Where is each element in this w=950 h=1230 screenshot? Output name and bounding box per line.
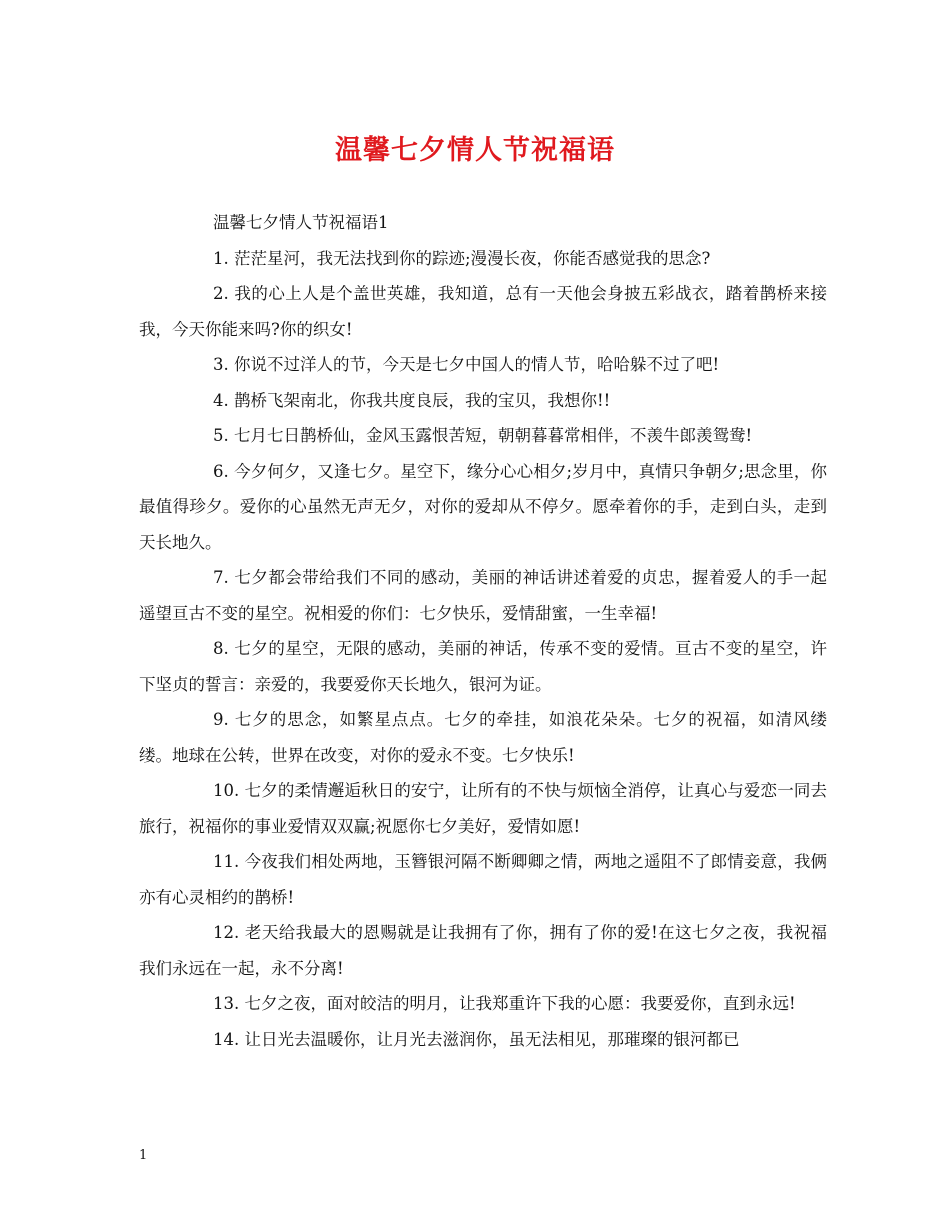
paragraph-12: 12. 老天给我最大的恩赐就是让我拥有了你，拥有了你的爱!在这七夕之夜，我祝福我们永远在一起，永不分离! xyxy=(139,923,827,978)
paragraph-10: 10. 七夕的柔情邂逅秋日的安宁，让所有的不快与烦恼全消停，让真心与爱恋一同去旅行，祝福你的事业爱情双双赢;祝愿你七夕美好，爱情如愿! xyxy=(139,781,827,836)
paragraph-8: 8. 七夕的星空，无限的感动，美丽的神话，传承不变的爱情。亘古不变的星空，许下坚贞的誓言：亲爱的，我要爱你天长地久，银河为证。 xyxy=(139,639,827,694)
paragraph-11: 11. 今夜我们相处两地，玉簪银河隔不断卿卿之情，两地之遥阻不了郎情妾意，我俩亦有心灵相约的鹊桥! xyxy=(139,852,827,907)
document-body xyxy=(139,205,827,1057)
paragraph-14: 14. 让日光去温暖你，让月光去滋润你，虽无法相见，那璀璨的银河都已 xyxy=(213,1029,740,1049)
paragraph-13: 13. 七夕之夜，面对皎洁的明月，让我郑重许下我的心愿：我要爱你，直到永远! xyxy=(213,994,796,1013)
paragraph-1: 1. 茫茫星河，我无法找到你的踪迹;漫漫长夜，你能否感觉我的思念? xyxy=(213,248,711,268)
paragraph-9: 9. 七夕的思念，如繁星点点。七夕的牵挂，如浪花朵朵。七夕的祝福，如清风缕缕。地球在公转，世界在改变，对你的爱永不变。七夕快乐! xyxy=(139,710,827,765)
paragraph-7: 7. 七夕都会带给我们不同的感动，美丽的神话讲述着爱的贞忠，握着爱人的手一起遥望亘古不变的星空。祝相爱的你们：七夕快乐，爱情甜蜜，一生幸福! xyxy=(139,568,827,623)
paragraph-3: 3. 你说不过洋人的节，今天是七夕中国人的情人节，哈哈躲不过了吧! xyxy=(213,355,720,374)
paragraph-4: 4. 鹊桥飞架南北，你我共度良辰，我的宝贝，我想你!! xyxy=(213,390,611,410)
document-title: 温馨七夕情人节祝福语 xyxy=(335,135,615,166)
page-number: 1 xyxy=(139,1148,148,1163)
paragraph-6: 6. 今夕何夕，又逢七夕。星空下，缘分心心相夕;岁月中，真情只争朝夕;思念里，你最值得珍夕。爱你的心虽然无声无夕，对你的爱却从不停夕。愿牵着你的手，走到白头，走到天长地久。 xyxy=(139,461,827,552)
paragraph-2: 2. 我的心上人是个盖世英雄，我知道，总有一天他会身披五彩战衣，踏着鹊桥来接我，今天你能来吗?你的织女! xyxy=(139,284,827,339)
paragraph-heading: 温馨七夕情人节祝福语1 xyxy=(213,213,389,232)
paragraph-5: 5. 七月七日鹊桥仙，金风玉露恨苦短，朝朝暮暮常相伴，不羡牛郎羡鸳鸯! xyxy=(213,426,753,445)
